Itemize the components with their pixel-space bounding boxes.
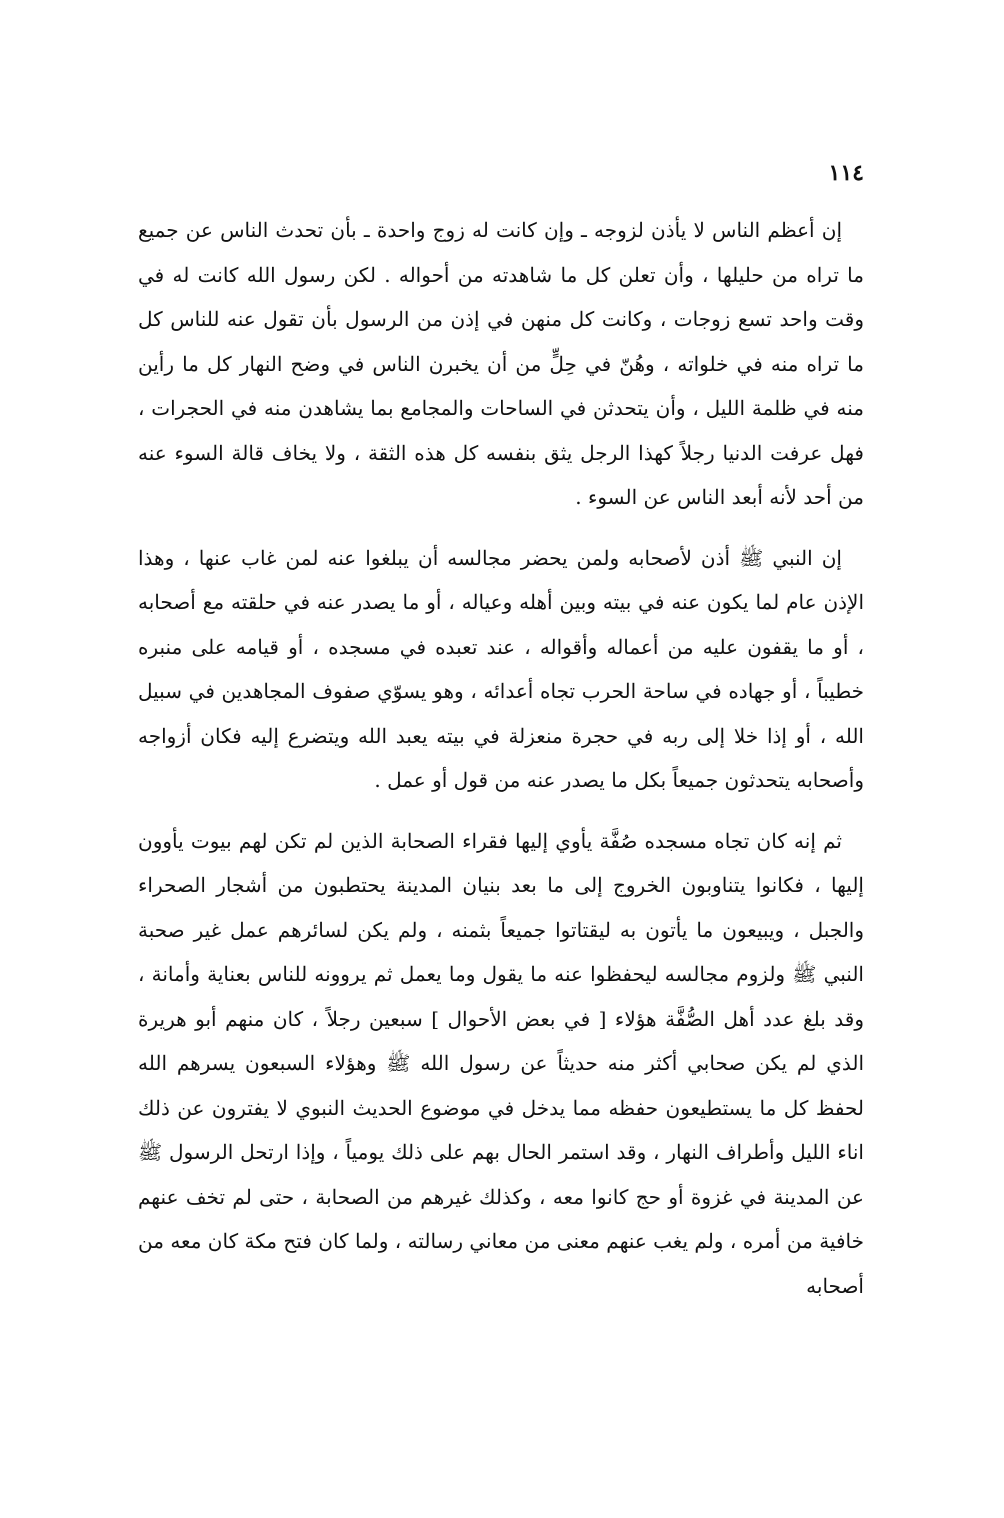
paragraph-2: إن النبي ﷺ أذن لأصحابه ولمن يحضر مجالسه أن يبلغوا عنه لمن غاب عنها ، وهذا الإذن عام لما يكون عنه في بيته وبين أهله وعياله ، أو ما يصدر عنه في حلقته مع أصحابه ، أو ما يقفون عليه من أعماله وأقواله ، عند تعبده في مسجده ، أو قيامه على منبره خطيباً ، أو جهاده في ساحة الحرب تجاه أعدائه ، وهو يسوّي صفوف المجاهدين في سبيل الله ، أو إذا خلا إلى ربه في حجرة منعزلة في بيته يعبد الله ويتضرع إليه فكان أزواجه وأصحابه يتحدثون جميعاً بكل ما يصدر عنه من قول أو عمل . xyxy=(138,545,865,792)
page-number: ١١٤ xyxy=(828,160,864,186)
body-text xyxy=(138,208,864,1324)
paragraph-1: إن أعظم الناس لا يأذن لزوجه ـ وإن كانت له زوج واحدة ـ بأن تحدث الناس عن جميع ما تراه من حليلها ، وأن تعلن كل ما شاهدته من أحواله . لكن رسول الله كانت له في وقت واحد تسع زوجات ، وكانت كل منهن في إذن من الرسول بأن تقول عنه للناس كل ما تراه منه في خلواته ، وهُنّ في حِلٍّ من أن يخبرن الناس في وضح النهار كل ما رأين منه في ظلمة الليل ، وأن يتحدثن في الساحات والمجامع بما يشاهدن منه في الحجرات ، فهل عرفت الدنيا رجلاً كهذا الرجل يثق بنفسه كل هذه الثقة ، ولا يخاف قالة السوء عنه من أحد لأنه أبعد الناس عن السوء . xyxy=(138,218,864,509)
paragraph-3: ثم إنه كان تجاه مسجده صُفَّة يأوي إليها فقراء الصحابة الذين لم تكن لهم بيوت يأوون إليها ، فكانوا يتناوبون الخروج إلى ما بعد بنيان المدينة يحتطبون من أشجار الصحراء والجبل ، ويبيعون ما يأتون به ليقتاتوا جميعاً بثمنه ، ولم يكن لسائرهم عمل غير صحبة النبي ﷺ ولزوم مجالسه ليحفظوا عنه ما يقول وما يعمل ثم يروونه للناس بعناية وأمانة ، وقد بلغ عدد أهل الصُّفَّة هؤلاء [ في بعض الأحوال ] سبعين رجلاً ، كان منهم أبو هريرة الذي لم يكن صحابي أكثر منه حديثاً عن رسول الله ﷺ وهؤلاء السبعون يسرهم الله لحفظ كل ما يستطيعون حفظه مما يدخل في موضوع الحديث النبوي لا يفترون عن ذلك اناء الليل وأطراف النهار ، وقد استمر الحال بهم على ذلك يومياً ، وإذا ارتحل الرسول ﷺ عن المدينة في غزوة أو حج كانوا معه ، وكذلك غيرهم من الصحابة ، حتى لم تخف عنهم خافية من أمره ، ولم يغب عنهم معنى من معاني رسالته ، ولما كان فتح مكة كان معه من أصحابه xyxy=(138,828,865,1298)
